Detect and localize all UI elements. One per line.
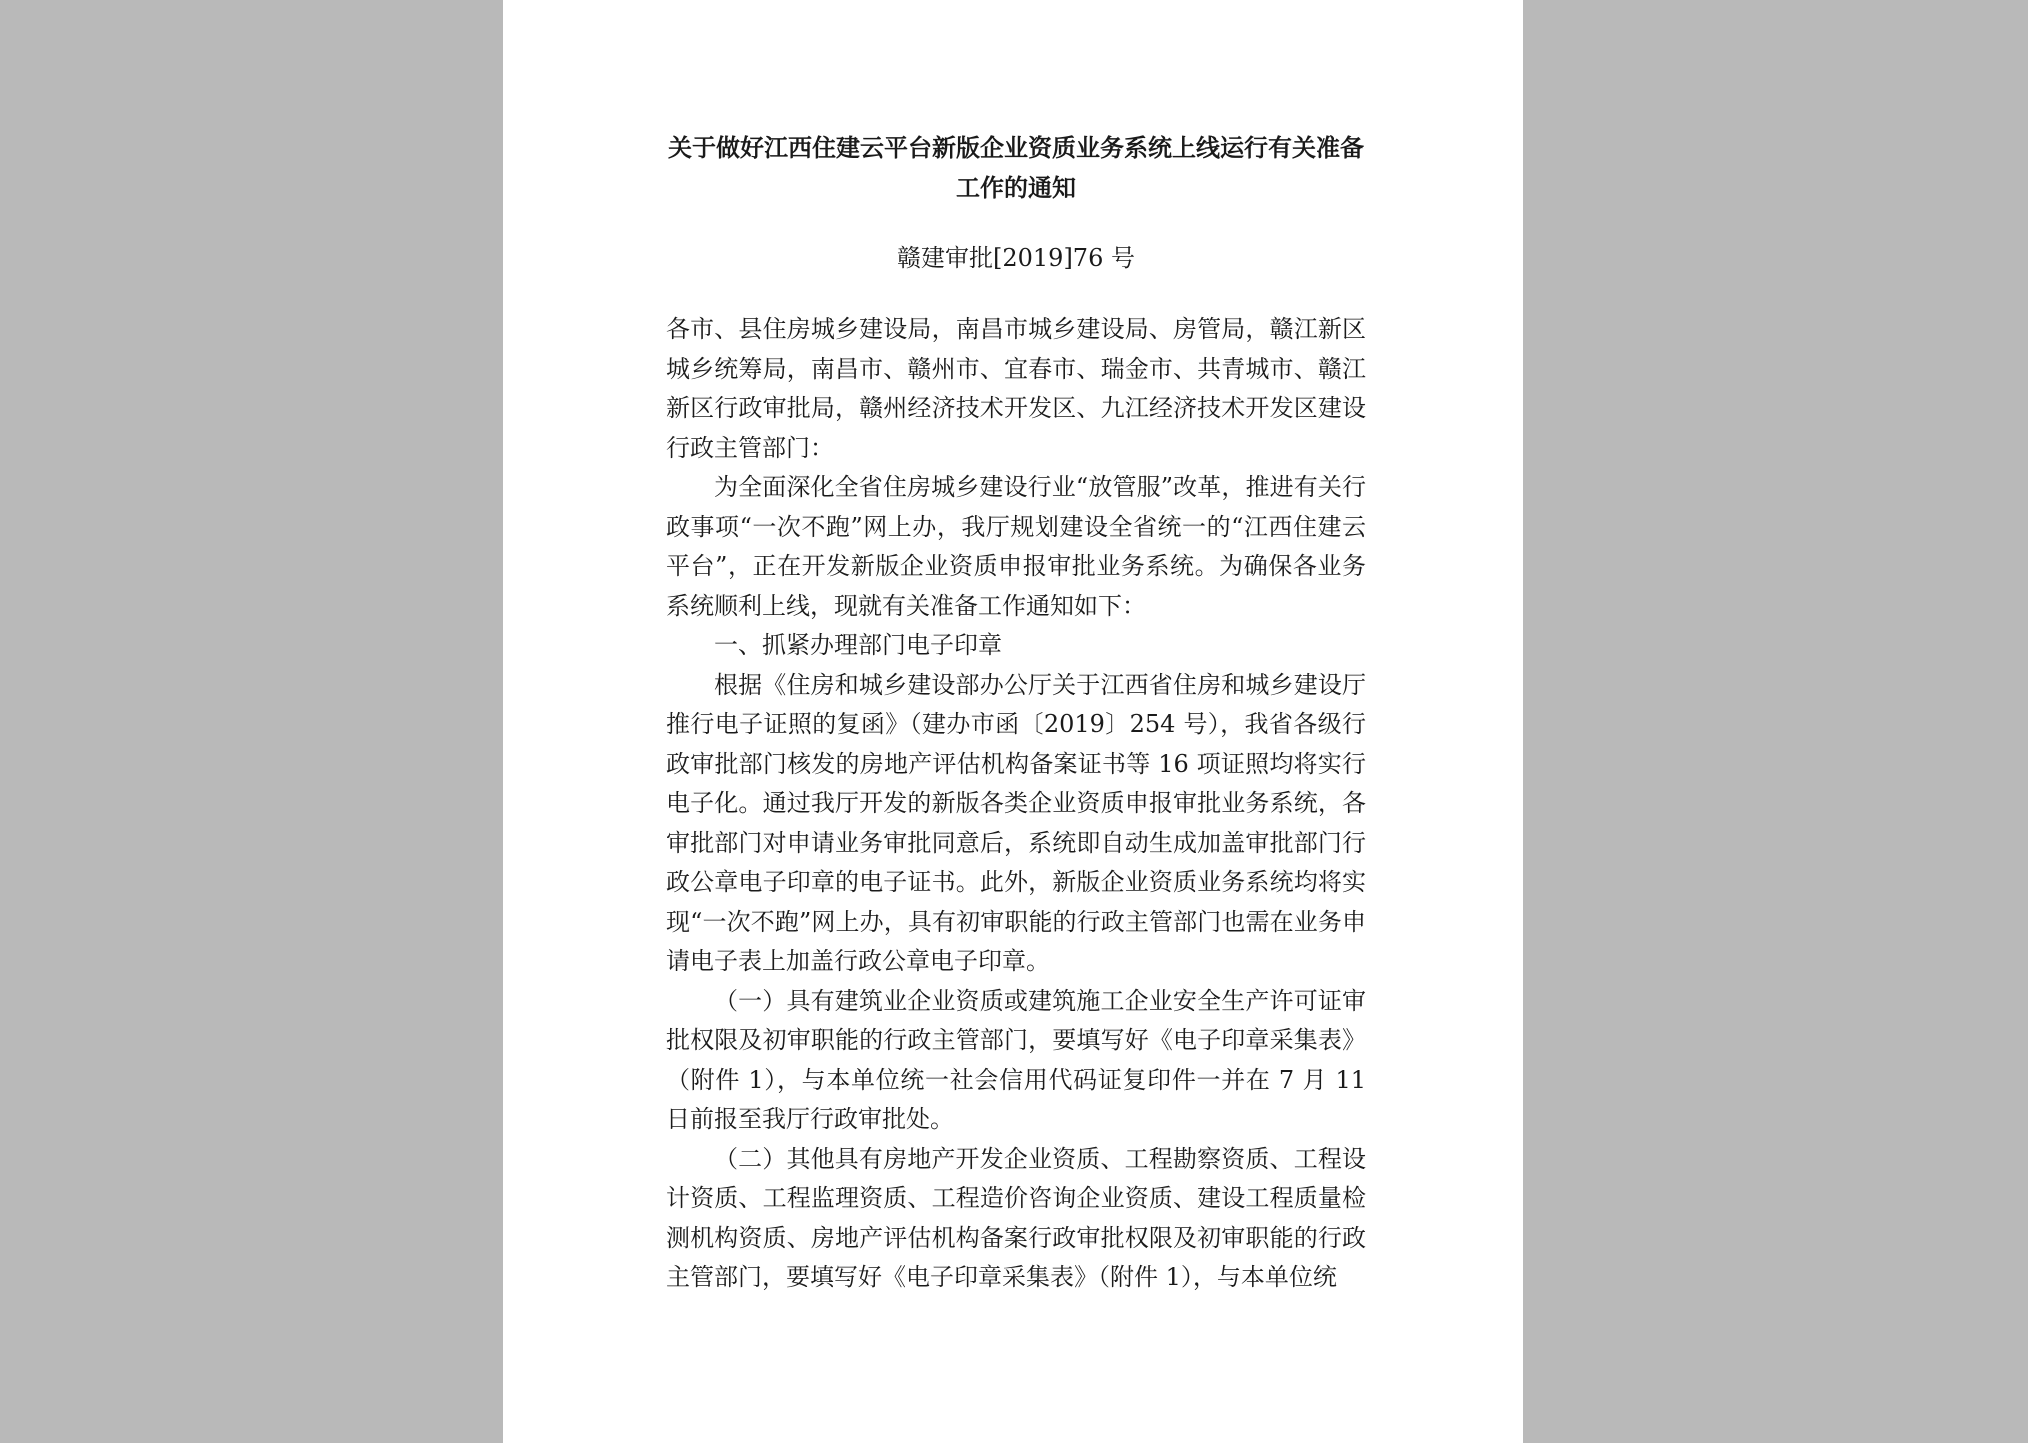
addressee: 各市、县住房城乡建设局，南昌市城乡建设局、房管局，赣江新区城乡统筹局，南昌市、赣州市、宜春市、瑞金市、共青城市、赣江新区行政审批局，赣州经济技术开发区、九江经济技术开发区建设行政主管部门：	[666, 315, 1366, 462]
body-paragraph-e-seal: 根据《住房和城乡建设部办公厅关于江西省住房和城乡建设厅推行电子证照的复函》（建办市函〔2019〕254 号），我省各级行政审批部门核发的房地产评估机构备案证书等 16 项证照均将实行电子化。通过我厅开发的新版各类企业资质申报审批业务系统，各审批部门对申请业务审批同意后，系统即自动生成加盖审批部门行政公章电子印章的电子证书。此外，新版企业资质业务系统均将实现“一次不跑”网上办，具有初审职能的行政主管部门也需在业务申请电子表上加盖行政公章电子印章。	[666, 670, 1366, 975]
body-paragraph-item-2: （二）其他具有房地产开发企业资质、工程勘察资质、工程设计资质、工程监理资质、工程造价咨询企业资质、建设工程质量检测机构资质、房地产评估机构备案行政审批权限及初审职能的行政主管部门，要填写好《电子印章采集表》（附件 1），与本单位统	[666, 1144, 1366, 1291]
document-number: 赣建审批[2019]76 号	[897, 244, 1135, 272]
document-page	[503, 0, 1523, 1443]
section-heading-1: 一、抓紧办理部门电子印章	[714, 631, 1002, 659]
page-content	[666, 128, 1366, 1298]
document-title: 关于做好江西住建云平台新版企业资质业务系统上线运行有关准备工作的通知	[668, 134, 1364, 202]
body-paragraph-item-1: （一）具有建筑业企业资质或建筑施工企业安全生产许可证审批权限及初审职能的行政主管部门，要填写好《电子印章采集表》（附件 1），与本单位统一社会信用代码证复印件一并在 7 月 11日前报至我厅行政审批处。	[666, 986, 1366, 1133]
body-paragraph-intro: 为全面深化全省住房城乡建设行业“放管服”改革，推进有关行政事项“一次不跑”网上办，我厅规划建设全省统一的“江西住建云平台”，正在开发新版企业资质申报审批业务系统。为确保各业务系统顺利上线，现就有关准备工作通知如下：	[666, 473, 1366, 620]
